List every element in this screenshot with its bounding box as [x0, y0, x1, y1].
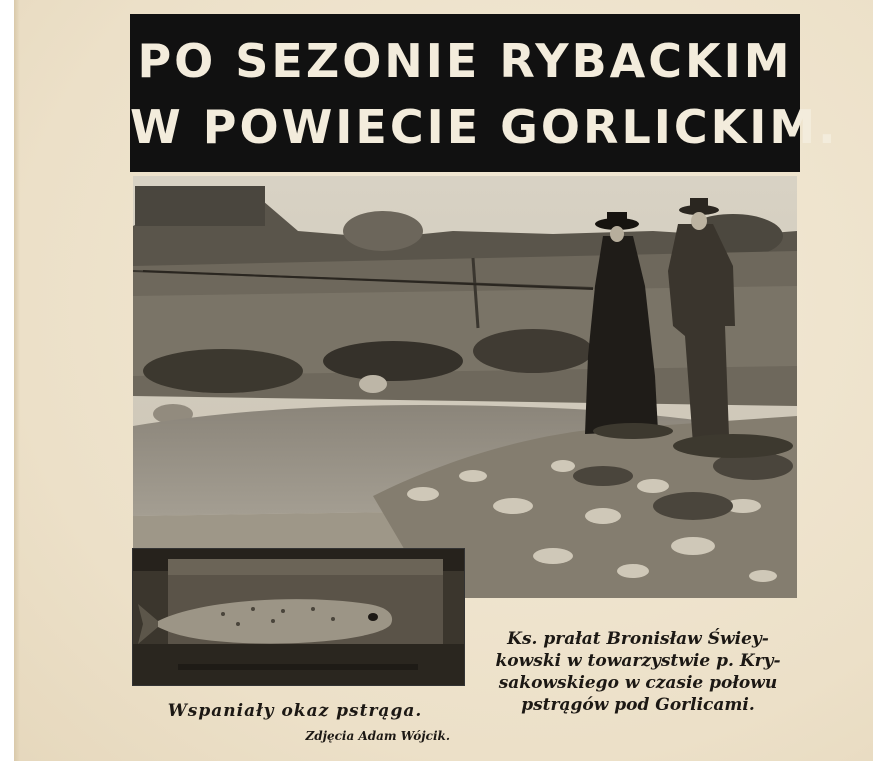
- caption-line: Ks. prałat Bronisław Świey-: [507, 629, 769, 649]
- headline-line-1: PO SEZONIE RYBACKIM: [137, 34, 793, 88]
- trout-photo: [132, 548, 465, 686]
- headline-banner: [130, 14, 839, 172]
- fishing-photo-image: [133, 176, 797, 598]
- page-edge-shadow: [14, 0, 20, 761]
- caption-line: kowski w towarzystwie p. Kry-: [495, 651, 781, 671]
- trout-photo-image: [133, 549, 464, 685]
- main-photo-caption: [468, 628, 808, 716]
- fishing-photo: [133, 176, 797, 598]
- headline-line-2: W POWIECIE GORLICKIM.: [130, 100, 839, 154]
- trout-photo-caption: Wspaniały okaz pstrąga.: [167, 701, 423, 721]
- photo-credit: Zdjęcia Adam Wójcik.: [305, 729, 450, 743]
- caption-line: sakowskiego w czasie połowu: [498, 673, 778, 693]
- caption-line: pstrągów pod Gorlicami.: [521, 695, 755, 715]
